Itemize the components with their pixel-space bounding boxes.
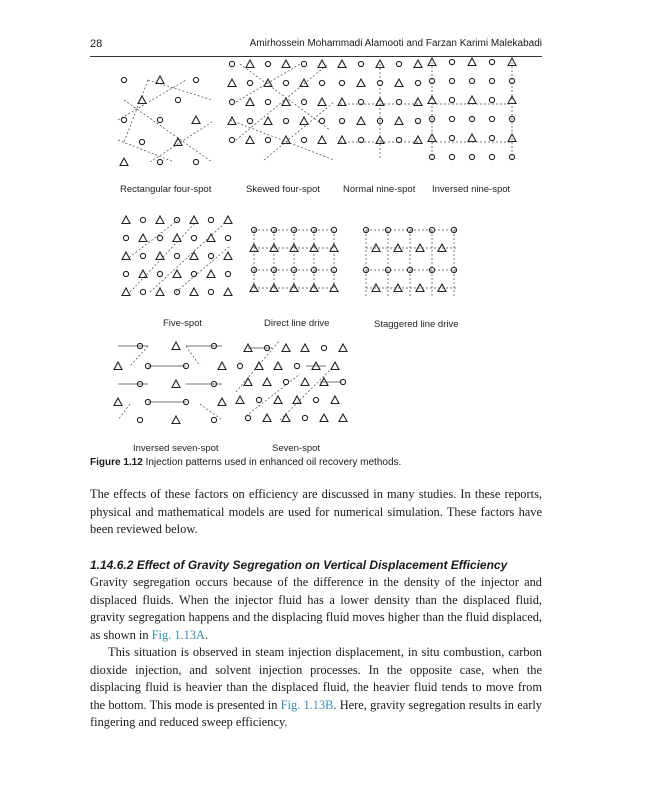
pattern-boundary-line bbox=[176, 246, 230, 292]
producer-well-icon bbox=[229, 99, 234, 104]
pattern-boundary-line bbox=[130, 346, 148, 366]
injector-well-icon bbox=[376, 60, 384, 68]
injector-well-icon bbox=[207, 234, 215, 242]
pattern-boundary-line bbox=[118, 140, 174, 162]
injector-well-icon bbox=[173, 234, 181, 242]
injector-well-icon bbox=[218, 398, 226, 406]
producer-well-icon bbox=[157, 271, 162, 276]
figure-caption-text: Injection patterns used in enhanced oil recovery methods. bbox=[142, 457, 402, 468]
injector-well-icon bbox=[263, 414, 271, 422]
injector-well-icon bbox=[414, 136, 422, 144]
normal-nine-spot-pattern bbox=[338, 60, 422, 160]
section-heading: 1.14.6.2 Effect of Gravity Segregation on Vertical Displacement Efficiency bbox=[90, 558, 508, 572]
pattern-boundary-line bbox=[246, 374, 300, 416]
inversed-nine-spot-pattern bbox=[428, 58, 516, 162]
label-skewed-four-spot: Skewed four-spot bbox=[246, 184, 320, 195]
producer-well-icon bbox=[193, 77, 198, 82]
producer-well-icon bbox=[283, 80, 288, 85]
producer-well-icon bbox=[121, 117, 126, 122]
producer-well-icon bbox=[123, 271, 128, 276]
producer-well-icon bbox=[489, 154, 494, 159]
producer-well-icon bbox=[174, 253, 179, 258]
injector-well-icon bbox=[282, 344, 290, 352]
producer-well-icon bbox=[469, 78, 474, 83]
pattern-boundary-line bbox=[236, 64, 300, 102]
injector-well-icon bbox=[282, 60, 290, 68]
injector-well-icon bbox=[318, 98, 326, 106]
injector-well-icon bbox=[156, 252, 164, 260]
producer-well-icon bbox=[449, 97, 454, 102]
producer-well-icon bbox=[449, 116, 454, 121]
producer-well-icon bbox=[302, 415, 307, 420]
producer-well-icon bbox=[140, 217, 145, 222]
direct-line-drive-pattern bbox=[250, 227, 338, 291]
producer-well-icon bbox=[225, 271, 230, 276]
injector-well-icon bbox=[228, 79, 236, 87]
pattern-boundary-line bbox=[236, 64, 328, 140]
producer-well-icon bbox=[256, 397, 261, 402]
injector-well-icon bbox=[218, 362, 226, 370]
injector-well-icon bbox=[172, 380, 180, 388]
injector-well-icon bbox=[244, 378, 252, 386]
injector-well-icon bbox=[173, 270, 181, 278]
injector-well-icon bbox=[263, 378, 271, 386]
producer-well-icon bbox=[157, 235, 162, 240]
pattern-boundary-line bbox=[186, 346, 200, 366]
injector-well-icon bbox=[172, 342, 180, 350]
label-normal-nine-spot: Normal nine-spot bbox=[343, 184, 416, 195]
injector-well-icon bbox=[300, 79, 308, 87]
producer-well-icon bbox=[301, 61, 306, 66]
injector-well-icon bbox=[264, 117, 272, 125]
producer-well-icon bbox=[415, 80, 420, 85]
injector-well-icon bbox=[122, 288, 130, 296]
producer-well-icon bbox=[415, 118, 420, 123]
injector-well-icon bbox=[190, 216, 198, 224]
label-direct-line-drive: Direct line drive bbox=[264, 318, 330, 329]
injector-well-icon bbox=[274, 362, 282, 370]
injector-well-icon bbox=[156, 288, 164, 296]
injector-well-icon bbox=[508, 58, 516, 66]
fig-1-13b-link[interactable]: Fig. 1.13B bbox=[280, 697, 334, 712]
producer-well-icon bbox=[174, 217, 179, 222]
injector-well-icon bbox=[468, 134, 476, 142]
producer-well-icon bbox=[469, 154, 474, 159]
injector-well-icon bbox=[228, 117, 236, 125]
injector-well-icon bbox=[114, 398, 122, 406]
paragraph-gravity-end: . bbox=[204, 627, 209, 642]
producer-well-icon bbox=[157, 159, 162, 164]
injector-well-icon bbox=[172, 416, 180, 424]
pattern-boundary-line bbox=[118, 404, 130, 420]
injector-well-icon bbox=[331, 362, 339, 370]
label-five-spot: Five-spot bbox=[163, 318, 203, 329]
pattern-boundary-line bbox=[200, 404, 222, 420]
producer-well-icon bbox=[489, 59, 494, 64]
producer-well-icon bbox=[208, 289, 213, 294]
injector-well-icon bbox=[192, 116, 200, 124]
injector-well-icon bbox=[224, 216, 232, 224]
seven-spot-pattern bbox=[236, 340, 347, 422]
producer-well-icon bbox=[283, 118, 288, 123]
label-seven-spot: Seven-spot bbox=[272, 443, 321, 454]
label-rectangular-four-spot: Rectangular four-spot bbox=[120, 184, 212, 195]
inversed-seven-spot-pattern bbox=[114, 342, 226, 424]
injector-well-icon bbox=[338, 136, 346, 144]
injector-well-icon bbox=[300, 117, 308, 125]
producer-well-icon bbox=[449, 59, 454, 64]
producer-well-icon bbox=[396, 61, 401, 66]
injector-well-icon bbox=[246, 98, 254, 106]
injector-well-icon bbox=[395, 79, 403, 87]
paragraph-gravity-segregation bbox=[90, 574, 542, 644]
producer-well-icon bbox=[191, 235, 196, 240]
producer-well-icon bbox=[208, 217, 213, 222]
injector-well-icon bbox=[274, 396, 282, 404]
producer-well-icon bbox=[265, 99, 270, 104]
pattern-boundary-line bbox=[126, 220, 178, 260]
producer-well-icon bbox=[339, 118, 344, 123]
running-head: Amirhossein Mohammadi Alamooti and Farzan Karimi Malekabadi bbox=[249, 38, 542, 49]
injector-well-icon bbox=[190, 288, 198, 296]
producer-well-icon bbox=[449, 135, 454, 140]
producer-well-icon bbox=[174, 289, 179, 294]
injector-well-icon bbox=[339, 344, 347, 352]
label-staggered-line-drive: Staggered line drive bbox=[374, 319, 459, 330]
producer-well-icon bbox=[157, 117, 162, 122]
injector-well-icon bbox=[122, 216, 130, 224]
injector-well-icon bbox=[156, 76, 164, 84]
injector-well-icon bbox=[224, 252, 232, 260]
producer-well-icon bbox=[469, 116, 474, 121]
five-spot-pattern bbox=[122, 216, 232, 296]
staggered-line-drive-pattern bbox=[363, 227, 458, 296]
producer-well-icon bbox=[339, 80, 344, 85]
producer-well-icon bbox=[313, 397, 318, 402]
producer-well-icon bbox=[265, 61, 270, 66]
injector-well-icon bbox=[357, 117, 365, 125]
injector-well-icon bbox=[246, 136, 254, 144]
producer-well-icon bbox=[193, 159, 198, 164]
paragraph-effects: The effects of these factors on efficiency are discussed in many studies. In these reports, physical and mathematical models are used for numerical simulation. These factors have been reviewed below. bbox=[90, 487, 542, 536]
paragraph-situation-text: This situation is observed in steam injection displacement, in situ combustion, carbon dioxide injection, and solvent injection processes. In the opposite case, when the displacing fluid is heavier than the displaced fluid, the heavier fluid tends to move from the bottom. This mode is presented in bbox=[90, 645, 542, 712]
injector-well-icon bbox=[207, 270, 215, 278]
producer-well-icon bbox=[225, 235, 230, 240]
producer-well-icon bbox=[489, 116, 494, 121]
injector-well-icon bbox=[224, 288, 232, 296]
paragraph-situation-end: . Here, gravity segregation results in early fingering and reduced sweep efficiency. bbox=[90, 697, 542, 729]
injector-well-icon bbox=[139, 270, 147, 278]
injector-well-icon bbox=[122, 252, 130, 260]
injector-well-icon bbox=[338, 98, 346, 106]
injector-well-icon bbox=[318, 136, 326, 144]
injector-well-icon bbox=[414, 60, 422, 68]
figure-caption bbox=[90, 457, 401, 468]
fig-1-13a-link[interactable]: Fig. 1.13A bbox=[151, 627, 205, 642]
producer-well-icon bbox=[237, 363, 242, 368]
injector-well-icon bbox=[414, 98, 422, 106]
injector-well-icon bbox=[395, 117, 403, 125]
producer-well-icon bbox=[449, 154, 454, 159]
producer-well-icon bbox=[191, 271, 196, 276]
rectangular-four-spot-pattern bbox=[118, 76, 212, 166]
injector-well-icon bbox=[255, 362, 263, 370]
injector-well-icon bbox=[120, 158, 128, 166]
pattern-boundary-line bbox=[230, 120, 334, 160]
producer-well-icon bbox=[489, 97, 494, 102]
producer-well-icon bbox=[229, 137, 234, 142]
producer-well-icon bbox=[123, 235, 128, 240]
pattern-boundary-line bbox=[124, 100, 212, 162]
producer-well-icon bbox=[319, 80, 324, 85]
injector-well-icon bbox=[428, 58, 436, 66]
producer-well-icon bbox=[358, 61, 363, 66]
producer-well-icon bbox=[140, 289, 145, 294]
producer-well-icon bbox=[208, 253, 213, 258]
injector-well-icon bbox=[156, 216, 164, 224]
injector-well-icon bbox=[331, 396, 339, 404]
injector-well-icon bbox=[338, 60, 346, 68]
producer-well-icon bbox=[319, 118, 324, 123]
producer-well-icon bbox=[301, 137, 306, 142]
producer-well-icon bbox=[211, 417, 216, 422]
producer-well-icon bbox=[247, 118, 252, 123]
paragraph-situation bbox=[90, 644, 542, 732]
producer-well-icon bbox=[229, 61, 234, 66]
producer-well-icon bbox=[265, 137, 270, 142]
pattern-boundary-line bbox=[264, 102, 334, 160]
producer-well-icon bbox=[321, 345, 326, 350]
injector-well-icon bbox=[114, 362, 122, 370]
injector-well-icon bbox=[282, 414, 290, 422]
injector-well-icon bbox=[468, 96, 476, 104]
producer-well-icon bbox=[294, 363, 299, 368]
producer-well-icon bbox=[449, 78, 454, 83]
producer-well-icon bbox=[489, 78, 494, 83]
producer-well-icon bbox=[489, 135, 494, 140]
injector-well-icon bbox=[236, 396, 244, 404]
producer-well-icon bbox=[247, 80, 252, 85]
injector-well-icon bbox=[190, 252, 198, 260]
injector-well-icon bbox=[139, 234, 147, 242]
producer-well-icon bbox=[137, 417, 142, 422]
pattern-boundary-line bbox=[130, 222, 196, 292]
skewed-four-spot-pattern bbox=[228, 60, 334, 160]
figure-caption-label: Figure 1.12 bbox=[90, 457, 143, 468]
injector-well-icon bbox=[138, 96, 146, 104]
producer-well-icon bbox=[139, 139, 144, 144]
paragraph-gravity-text: Gravity segregation occurs because of the difference in the density of the injector and displaced fluids. When the injector fluid has a lower density than the displaced fluid, gravity segregation happens and the displacing fluid moves higher than the fluid displaced, as shown in bbox=[90, 575, 542, 642]
injector-well-icon bbox=[320, 414, 328, 422]
producer-well-icon bbox=[175, 97, 180, 102]
injector-well-icon bbox=[301, 378, 309, 386]
page-number: 28 bbox=[90, 38, 103, 50]
pattern-boundary-line bbox=[124, 80, 148, 142]
producer-well-icon bbox=[301, 99, 306, 104]
injector-well-icon bbox=[357, 79, 365, 87]
producer-well-icon bbox=[140, 253, 145, 258]
injector-well-icon bbox=[318, 60, 326, 68]
injector-well-icon bbox=[339, 414, 347, 422]
injector-well-icon bbox=[301, 344, 309, 352]
label-inversed-seven-spot: Inversed seven-spot bbox=[133, 443, 219, 454]
injector-well-icon bbox=[246, 60, 254, 68]
producer-well-icon bbox=[121, 77, 126, 82]
label-inversed-nine-spot: Inversed nine-spot bbox=[432, 184, 511, 195]
injector-well-icon bbox=[468, 58, 476, 66]
